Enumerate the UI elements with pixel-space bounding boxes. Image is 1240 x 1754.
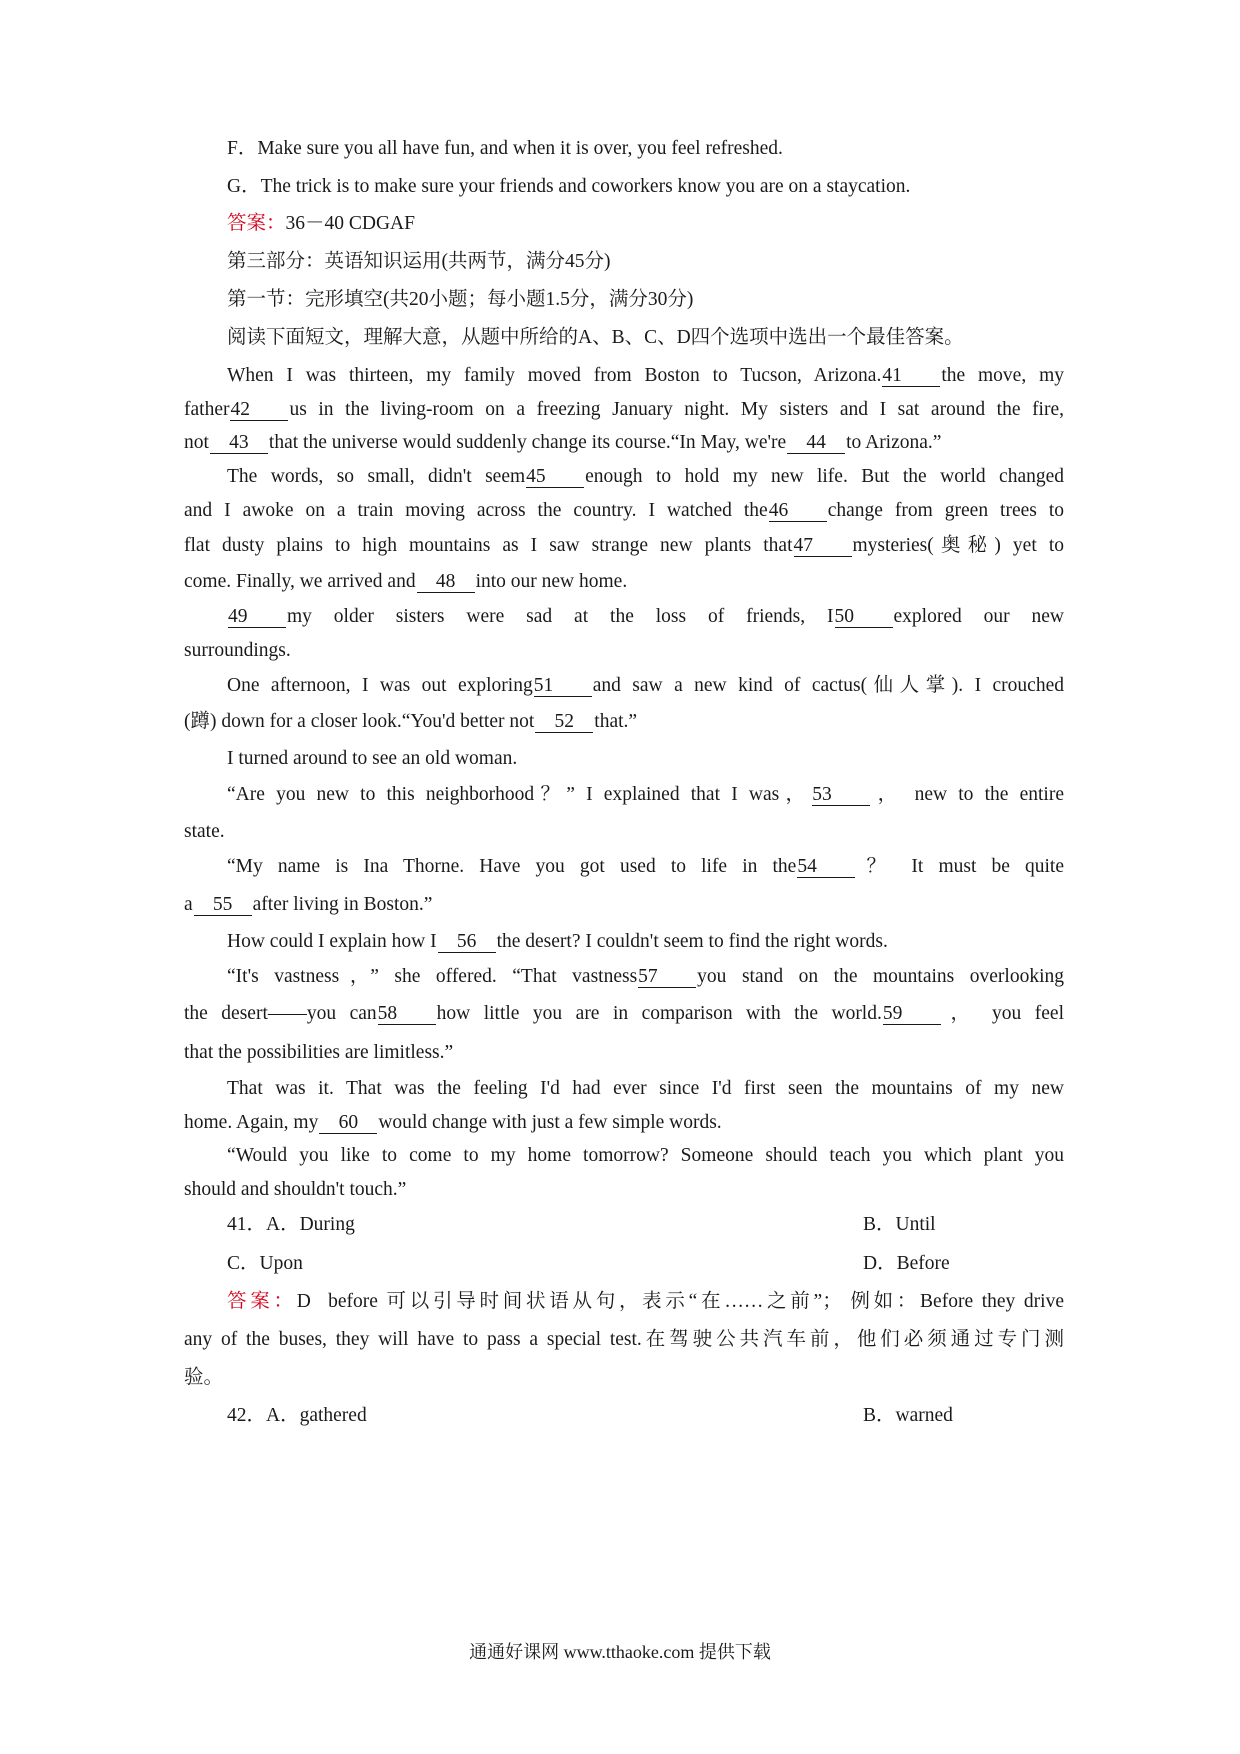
blank-54: 54 xyxy=(797,857,855,878)
blank-48: 48 xyxy=(417,572,475,593)
blank-45: 45 xyxy=(526,467,584,488)
blank-59: 59 xyxy=(883,1004,941,1025)
blank-43: 43 xyxy=(210,433,268,454)
passage-line: “Would you like to come to my home tomorrow? Someone should teach you which plant you xyxy=(227,1145,1064,1166)
answer-36-40 xyxy=(227,211,1064,237)
passage-line: and I awoke on a train moving across the country. I watched the46 change from green trees to xyxy=(184,500,1064,521)
blank-44: 44 xyxy=(787,433,845,454)
blank-60: 60 xyxy=(319,1113,377,1134)
q41-explanation-line: 验。 xyxy=(184,1367,224,1388)
blank-55: 55 xyxy=(194,895,252,916)
blank-52: 52 xyxy=(535,712,593,733)
passage-line: “It's vastness，” she offered. “That vastness57 you stand on the mountains overlooking xyxy=(227,966,1064,987)
passage-line: father42 us in the living-room on a freezing January night. My sisters and I sat around the fire, xyxy=(184,399,1064,420)
passage-line: come. Finally, we arrived and 48 into our new home. xyxy=(184,571,628,592)
passage-line: (蹲) down for a closer look.“You'd better not 52 that.” xyxy=(184,711,638,732)
q41-option-b: B．Until xyxy=(863,1214,936,1235)
answer-text: 36－40 CDGAF xyxy=(285,213,415,234)
passage-line: home. Again, my 60 would change with just a few simple words. xyxy=(184,1112,722,1133)
passage-line: should and shouldn't touch.” xyxy=(184,1179,407,1200)
passage-line: One afternoon, I was out exploring51 and saw a new kind of cactus(仙人掌). I crouched xyxy=(227,675,1064,696)
blank-41: 41 xyxy=(882,366,940,387)
section-one-heading: 第一节：完形填空(共20小题；每小题1.5分，满分30分) xyxy=(227,289,694,310)
option-f: F．Make sure you all have fun, and when it is over, you feel refreshed. xyxy=(227,138,783,159)
passage-line: When I was thirteen, my family moved from Boston to Tucson, Arizona.41 the move, my xyxy=(227,365,1064,386)
q41-option-d: D．Before xyxy=(863,1253,950,1274)
passage-line: a 55 after living in Boston.” xyxy=(184,894,433,915)
blank-46: 46 xyxy=(769,501,827,522)
question-42-row-1 xyxy=(227,1403,1064,1429)
blank-47: 47 xyxy=(794,536,852,557)
answer-explanation: before 可以引导时间状语从句，表示“在……之前”； 例如：Before they drive xyxy=(328,1291,1064,1312)
passage-line: flat dusty plains to high mountains as I saw strange new plants that47 mysteries(奥秘) yet to xyxy=(184,535,1064,556)
blank-53: 53 xyxy=(812,785,870,806)
blank-51: 51 xyxy=(534,676,592,697)
passage-line: “Are you new to this neighborhood？” I explained that I was，53 ， new to the entire xyxy=(227,784,1064,805)
blank-56: 56 xyxy=(438,932,496,953)
answer-letter: D xyxy=(296,1291,311,1312)
passage-line: surroundings. xyxy=(184,640,291,661)
passage-line: “My name is Ina Thorne. Have you got used to life in the54 ？ It must be quite xyxy=(227,856,1064,877)
answer-label: 答案： xyxy=(227,213,286,234)
passage-line: that the possibilities are limitless.” xyxy=(184,1042,454,1063)
passage-line: 49 my older sisters were sad at the loss of friends, I50 explored our new xyxy=(228,606,1064,627)
blank-42: 42 xyxy=(230,400,288,421)
q41-answer xyxy=(227,1289,1064,1315)
passage-line: The words, so small, didn't seem45 enough to hold my new life. But the world changed xyxy=(227,466,1065,487)
answer-label: 答案： xyxy=(227,1291,297,1312)
q41-option-c: C．Upon xyxy=(227,1253,303,1274)
page-footer: 通通好课网 www.tthaoke.com 提供下载 xyxy=(469,1642,771,1662)
passage-line: How could I explain how I 56 the desert? I couldn't seem to find the right words. xyxy=(227,931,888,952)
passage-line: state. xyxy=(184,821,225,842)
blank-57: 57 xyxy=(638,967,696,988)
passage-line: I turned around to see an old woman. xyxy=(227,748,518,769)
option-g: G．The trick is to make sure your friends and coworkers know you are on a staycation. xyxy=(227,176,911,197)
q42-option-a: 42．A．gathered xyxy=(227,1405,367,1426)
q41-explanation-line: any of the buses, they will have to pass a special test.在驾驶公共汽车前，他们必须通过专门测 xyxy=(184,1329,1064,1350)
blank-58: 58 xyxy=(378,1004,436,1025)
q41-option-a: 41．A．During xyxy=(227,1214,355,1235)
passage-line: not 43 that the universe would suddenly change its course.“In May, we're 44 to Arizona.” xyxy=(184,432,942,453)
q42-option-b: B．warned xyxy=(863,1405,953,1426)
question-41-row-1 xyxy=(227,1212,1064,1238)
passage-line: the desert——you can58 how little you are in comparison with the world.59 ， you feel xyxy=(184,1003,1064,1024)
passage-line: That was it. That was the feeling I'd had ever since I'd first seen the mountains of my new xyxy=(227,1078,1064,1099)
section-three-heading: 第三部分：英语知识运用(共两节，满分45分) xyxy=(227,251,611,272)
question-41-row-2 xyxy=(227,1251,1064,1277)
blank-49: 49 xyxy=(228,607,286,628)
instructions: 阅读下面短文，理解大意，从题中所给的A、B、C、D四个选项中选出一个最佳答案。 xyxy=(227,327,964,348)
blank-50: 50 xyxy=(835,607,893,628)
